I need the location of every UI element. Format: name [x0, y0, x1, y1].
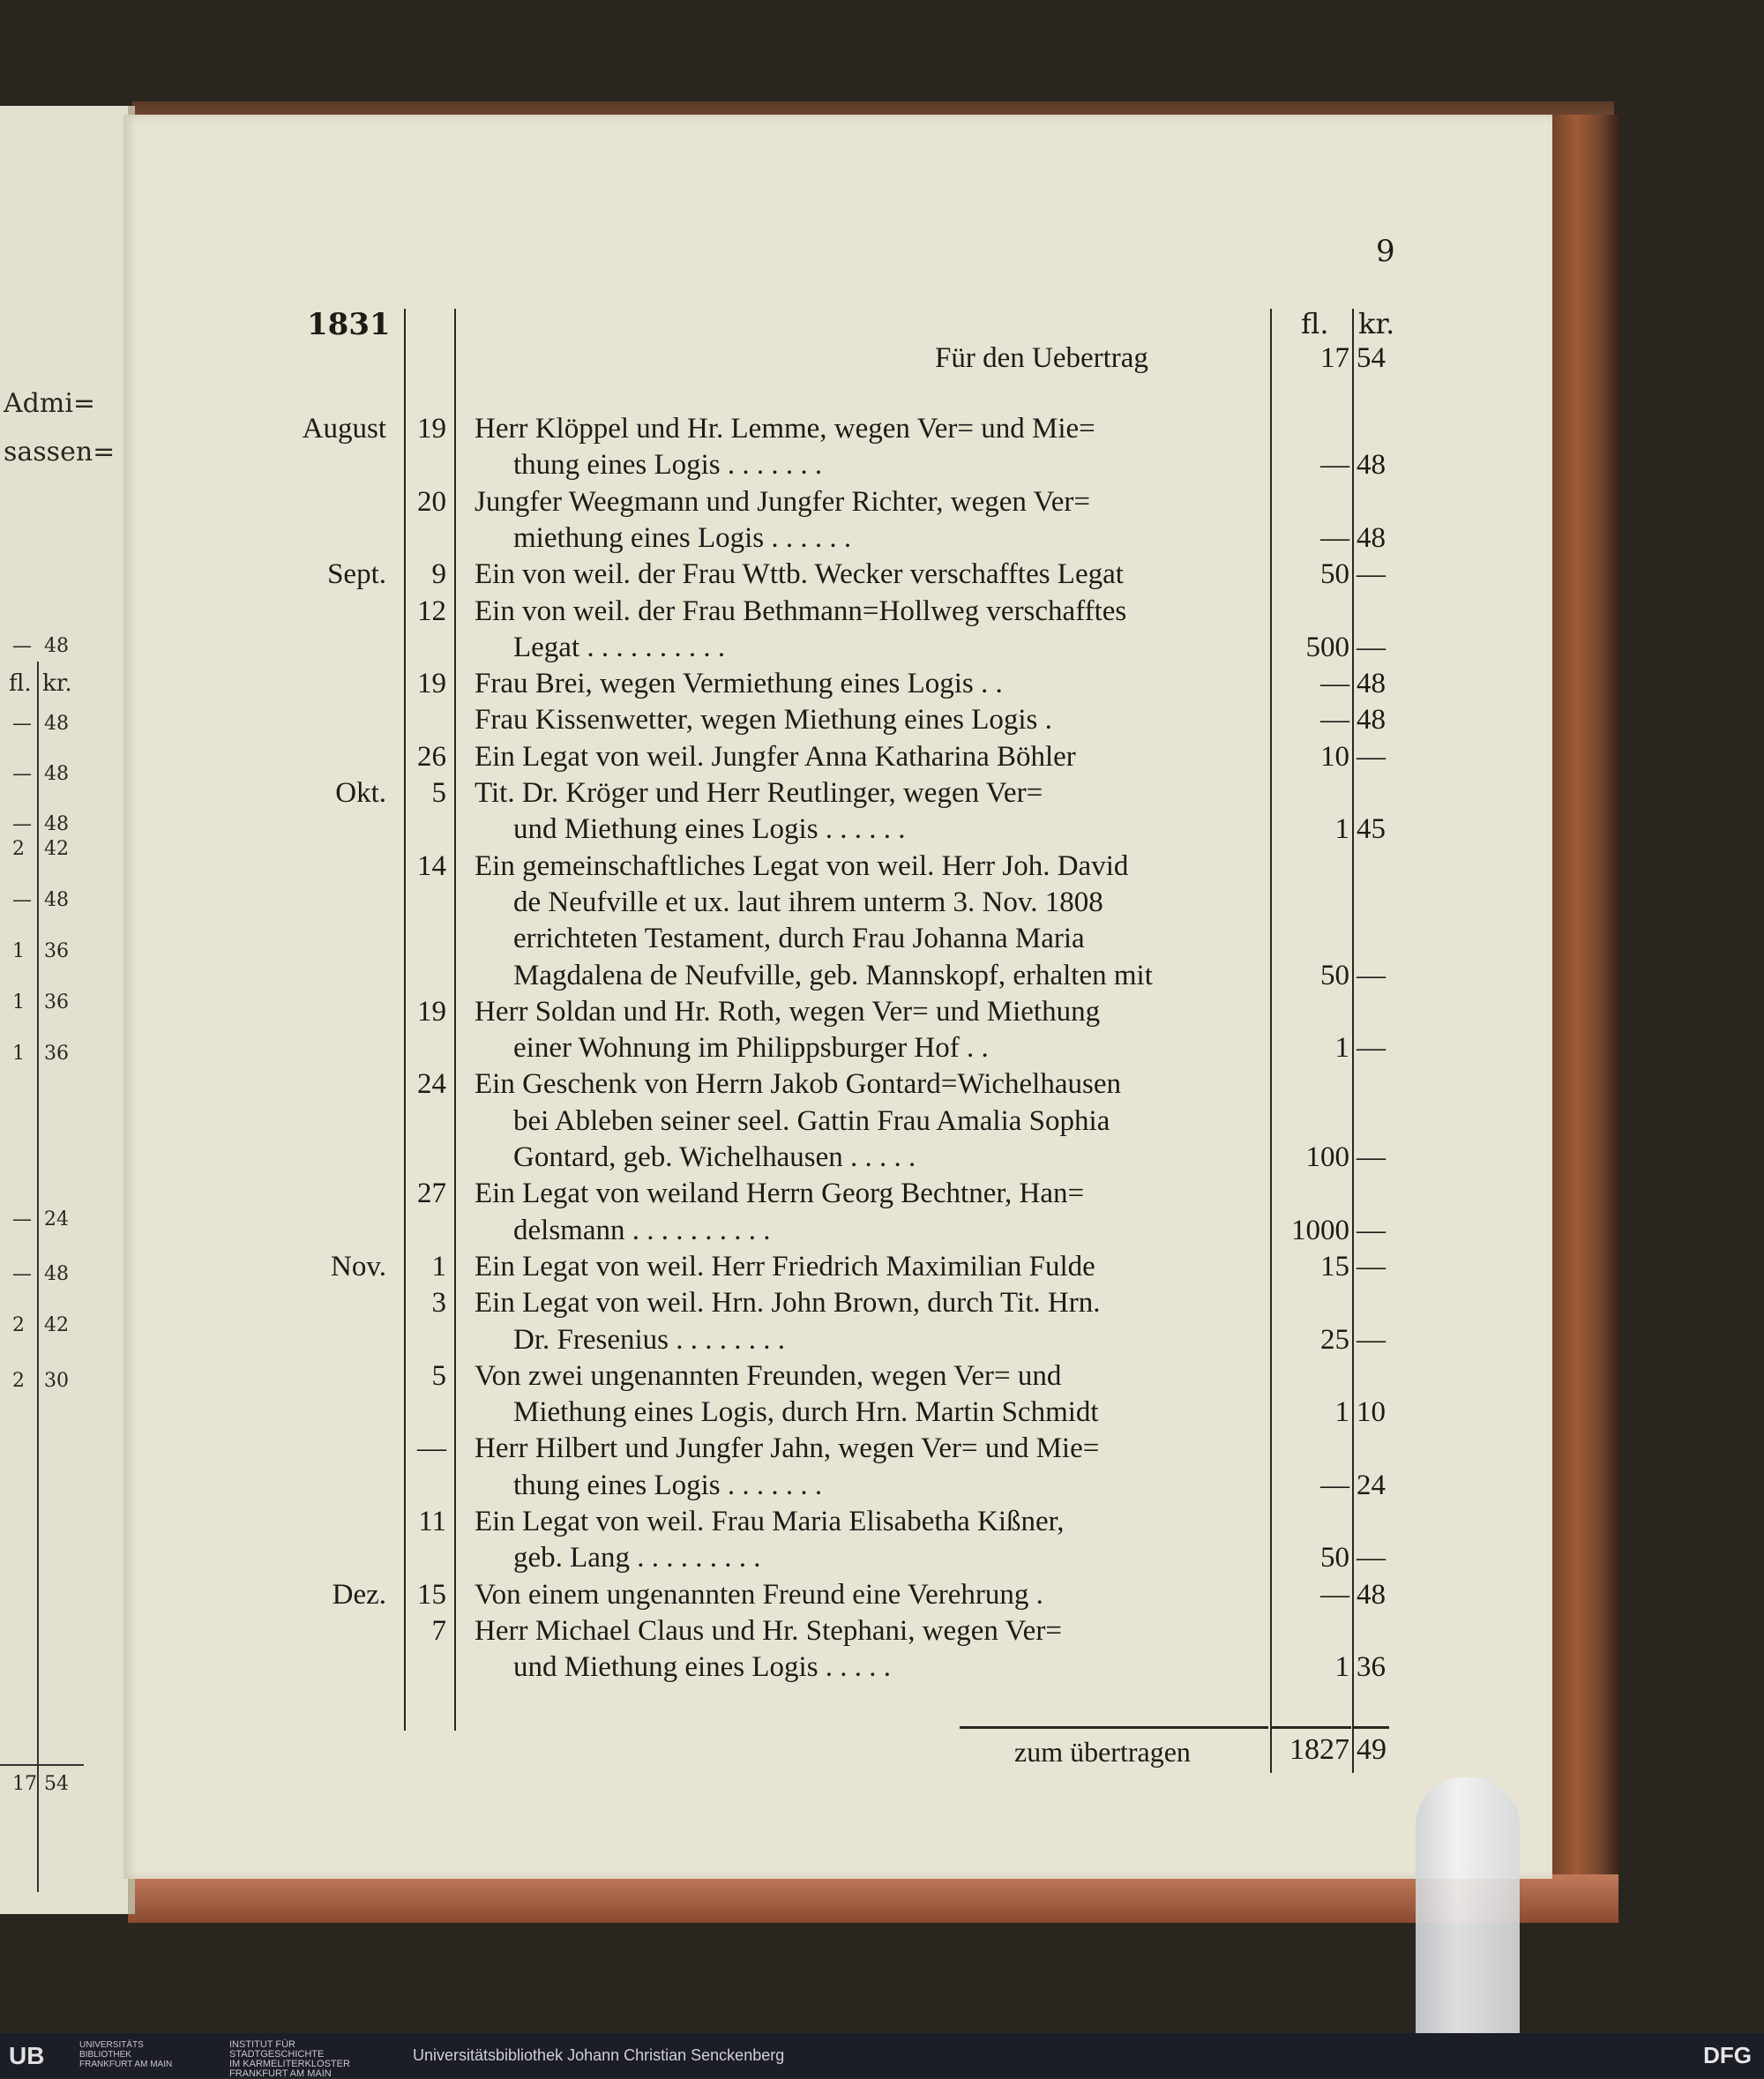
- footer-bar: [0, 2033, 1764, 2077]
- entry-text: Frau Brei, wegen Vermiethung eines Logis . .: [475, 668, 1003, 699]
- ledger-line: [0, 996, 1764, 1033]
- ledger-line: [0, 413, 1764, 450]
- column-header-kr: kr.: [1358, 307, 1395, 340]
- carry-in-kr: 54: [1357, 342, 1386, 374]
- entry-text: einer Wohnung im Philippsburger Hof . .: [513, 1032, 989, 1064]
- entry-text: Magdalena de Neufville, geb. Mannskopf, erhalten mit: [513, 960, 1153, 991]
- entry-kr: —: [1357, 632, 1386, 663]
- institute-line: INSTITUT FÜR: [229, 2039, 295, 2050]
- ledger-line: [0, 1396, 1764, 1433]
- entry-fl: 1: [1334, 1032, 1349, 1064]
- entry-text: Gontard, geb. Wichelhausen . . . . .: [513, 1141, 916, 1173]
- ledger-line: [0, 486, 1764, 523]
- left-row-kr: 48: [44, 713, 69, 735]
- entry-text: bei Ableben seiner seel. Gattin Frau Amalia Sophia: [513, 1105, 1110, 1137]
- left-total-kr: 54: [44, 1773, 69, 1795]
- entry-kr: 36: [1357, 1651, 1386, 1683]
- ub-logo: UB: [9, 2042, 45, 2069]
- entry-fl: 1000: [1291, 1215, 1349, 1246]
- ledger-line: [0, 632, 1764, 669]
- left-row-fl: —: [12, 1208, 32, 1230]
- entry-fl: 1: [1334, 813, 1349, 845]
- column-header-fl: fl.: [1301, 307, 1329, 340]
- entry-month: Dez.: [332, 1579, 386, 1611]
- entry-month: Sept.: [327, 558, 386, 590]
- left-row-kr: 30: [44, 1370, 69, 1392]
- entry-month: Okt.: [335, 777, 386, 809]
- left-col-head-kr: kr.: [42, 670, 72, 697]
- entry-text: Ein Legat von weiland Herrn Georg Bechtner, Han=: [475, 1178, 1085, 1209]
- entry-text: Ein Legat von weil. Hrn. John Brown, durch Tit. Hrn.: [475, 1287, 1101, 1319]
- entry-kr: —: [1357, 558, 1386, 590]
- entry-text: Tit. Dr. Kröger und Herr Reutlinger, wegen Ver=: [475, 777, 1043, 809]
- entry-text: thung eines Logis . . . . . . .: [513, 449, 823, 481]
- left-row-kr: 48: [44, 889, 69, 911]
- ledger-line: [0, 960, 1764, 997]
- left-row-kr: 48: [44, 813, 69, 835]
- ub-line: BIBLIOTHEK: [79, 2050, 131, 2060]
- ledger-line: [0, 741, 1764, 778]
- ledger-line: [0, 886, 1764, 924]
- ledger-line: [0, 1178, 1764, 1215]
- ledger-line: [0, 777, 1764, 814]
- carry-out-kr: 49: [1357, 1733, 1387, 1766]
- ledger-line: [0, 558, 1764, 595]
- book-cover-bottom: [128, 1874, 1618, 1923]
- left-row-fl: —: [12, 813, 32, 835]
- ledger-line: [0, 923, 1764, 960]
- entry-fl: 1: [1334, 1651, 1349, 1683]
- entry-text: de Neufville et ux. laut ihrem unterm 3. Nov. 1808: [513, 886, 1103, 918]
- page-number: 9: [1376, 234, 1395, 269]
- entry-fl: —: [1320, 449, 1349, 481]
- entry-text: Dr. Fresenius . . . . . . . .: [513, 1324, 785, 1356]
- left-row-kr: 24: [44, 1208, 69, 1230]
- ledger-line: [0, 1105, 1764, 1142]
- left-header-word: Admi=: [4, 388, 96, 419]
- entry-fl: —: [1320, 1470, 1349, 1501]
- entry-kr: 48: [1357, 668, 1386, 699]
- ledger-year: 1831: [307, 307, 391, 342]
- left-row-kr: 36: [44, 1043, 69, 1065]
- left-row-kr: 42: [44, 838, 69, 860]
- entry-day: 20: [417, 486, 446, 518]
- entry-text: miethung eines Logis . . . . . .: [513, 522, 852, 554]
- left-row-fl: —: [12, 889, 32, 911]
- entry-day: 3: [431, 1287, 446, 1319]
- entry-fl: —: [1320, 522, 1349, 554]
- entry-kr: 48: [1357, 449, 1386, 481]
- entry-text: geb. Lang . . . . . . . . .: [513, 1542, 761, 1574]
- entry-text: Miethung eines Logis, durch Hrn. Martin Schmidt: [513, 1396, 1099, 1428]
- entry-day: 12: [417, 595, 446, 627]
- entry-day: 7: [431, 1615, 446, 1647]
- entry-day: 11: [418, 1506, 446, 1537]
- entry-text: Ein Geschenk von Herrn Jakob Gontard=Wichelhausen: [475, 1068, 1121, 1100]
- ub-line: FRANKFURT AM MAIN: [79, 2060, 173, 2069]
- entry-fl: 100: [1305, 1141, 1349, 1173]
- entry-day: 24: [417, 1068, 446, 1100]
- ledger-line: [0, 1068, 1764, 1105]
- entry-fl: —: [1320, 704, 1349, 736]
- entry-text: Ein Legat von weil. Frau Maria Elisabetha Kißner,: [475, 1506, 1065, 1537]
- institute-line: IM KARMELITERKLOSTER: [229, 2059, 350, 2069]
- left-row-kr: 42: [44, 1314, 69, 1336]
- left-row-fl: —: [12, 713, 32, 735]
- entry-kr: —: [1357, 1251, 1386, 1283]
- entry-day: 26: [417, 741, 446, 773]
- entry-text: Ein Legat von weil. Herr Friedrich Maximilian Fulde: [475, 1251, 1095, 1283]
- entry-day: 19: [417, 413, 446, 445]
- entry-kr: 48: [1357, 522, 1386, 554]
- entry-kr: —: [1357, 1141, 1386, 1173]
- ledger-line: [0, 1470, 1764, 1507]
- entry-text: Legat . . . . . . . . . .: [513, 632, 726, 663]
- entry-fl: 50: [1320, 558, 1349, 590]
- entry-text: Herr Michael Claus und Hr. Stephani, wegen Ver=: [475, 1615, 1062, 1647]
- ledger-line: [0, 813, 1764, 850]
- ledger-line: [0, 1579, 1764, 1616]
- left-row-fl: —: [12, 1263, 32, 1285]
- ledger-line: [0, 595, 1764, 632]
- entry-kr: —: [1357, 1324, 1386, 1356]
- entry-day: 19: [417, 668, 446, 699]
- left-header-word: sassen=: [4, 437, 116, 467]
- entry-fl: 10: [1320, 741, 1349, 773]
- entry-day: 19: [417, 996, 446, 1028]
- left-total-fl: 17: [12, 1773, 37, 1795]
- entry-kr: 45: [1357, 813, 1386, 845]
- ledger-line: [0, 1215, 1764, 1252]
- ledger-line: [0, 1506, 1764, 1543]
- left-row-kr: 48: [44, 1263, 69, 1285]
- ledger-line: [0, 522, 1764, 559]
- left-row-fl: 2: [12, 838, 25, 860]
- entry-text: Herr Soldan und Hr. Roth, wegen Ver= und Miethung: [475, 996, 1101, 1028]
- entry-fl: 50: [1320, 960, 1349, 991]
- ledger-line: [0, 704, 1764, 741]
- institute-logo-text: [229, 2040, 350, 2079]
- entry-text: Von einem ungenannten Freund eine Verehrung .: [475, 1579, 1043, 1611]
- page-clip: [1416, 1777, 1520, 2042]
- left-row-fl: —: [12, 635, 32, 657]
- ub-line: UNIVERSITÄTS: [79, 2040, 144, 2050]
- carry-in-label: Für den Uebertrag: [935, 342, 1148, 374]
- ledger-line: [0, 1542, 1764, 1579]
- library-name: Universitätsbibliothek Johann Christian Senckenberg: [413, 2046, 785, 2064]
- left-row-fl: 1: [12, 991, 25, 1013]
- total-rule-text: [960, 1726, 1268, 1729]
- entry-text: Ein von weil. der Frau Bethmann=Hollweg verschafftes: [475, 595, 1127, 627]
- entry-day: 5: [431, 777, 446, 809]
- entry-text: und Miethung eines Logis . . . . .: [513, 1651, 892, 1683]
- entry-kr: 48: [1357, 704, 1386, 736]
- entry-fl: —: [1320, 668, 1349, 699]
- entry-day: 5: [431, 1360, 446, 1392]
- entry-day: 9: [431, 558, 446, 590]
- ledger-line: [0, 1432, 1764, 1470]
- entry-text: thung eines Logis . . . . . . .: [513, 1470, 823, 1501]
- entry-text: Ein von weil. der Frau Wttb. Wecker verschafftes Legat: [475, 558, 1124, 590]
- left-row-fl: 2: [12, 1314, 25, 1336]
- entry-fl: 25: [1320, 1324, 1349, 1356]
- entry-kr: —: [1357, 960, 1386, 991]
- entry-kr: 10: [1357, 1396, 1386, 1428]
- left-row-kr: 48: [44, 763, 69, 785]
- total-rule-fl: [1270, 1726, 1351, 1729]
- entry-fl: 500: [1305, 632, 1349, 663]
- institute-line: STADTGESCHICHTE: [229, 2049, 325, 2060]
- dfg-logo: DFG: [1703, 2042, 1752, 2068]
- left-row-fl: 1: [12, 1043, 25, 1065]
- left-row-fl: 1: [12, 940, 25, 962]
- entry-month: Nov.: [331, 1251, 386, 1283]
- left-row-fl: 2: [12, 1370, 25, 1392]
- entry-month: August: [302, 413, 386, 445]
- entry-text: Ein gemeinschaftliches Legat von weil. Herr Joh. David: [475, 850, 1129, 882]
- entry-text: Herr Klöppel und Hr. Lemme, wegen Ver= und Mie=: [475, 413, 1095, 445]
- ledger-line: [0, 1287, 1764, 1324]
- entry-fl: 15: [1320, 1251, 1349, 1283]
- entry-text: Von zwei ungenannten Freunden, wegen Ver= und: [475, 1360, 1062, 1392]
- entry-day: 1: [431, 1251, 446, 1283]
- entry-kr: —: [1357, 741, 1386, 773]
- total-rule-kr: [1354, 1726, 1389, 1729]
- carry-out-fl: 1827: [1289, 1733, 1349, 1766]
- ub-logo-text: [79, 2040, 172, 2069]
- ledger-line: [0, 850, 1764, 887]
- ledger-line: [0, 1032, 1764, 1069]
- ledger-line: [0, 1615, 1764, 1652]
- ledger-line: [0, 1360, 1764, 1397]
- entry-kr: 24: [1357, 1470, 1386, 1501]
- entry-kr: —: [1357, 1215, 1386, 1246]
- entry-day: 15: [417, 1579, 446, 1611]
- entry-text: Ein Legat von weil. Jungfer Anna Katharina Böhler: [475, 741, 1076, 773]
- entry-kr: 48: [1357, 1579, 1386, 1611]
- carry-in-fl: 17: [1320, 342, 1349, 374]
- left-row-kr: 36: [44, 940, 69, 962]
- left-row-kr: 48: [44, 635, 69, 657]
- left-col-head-fl: fl.: [9, 670, 32, 697]
- entry-day: 14: [417, 850, 446, 882]
- entry-day: 27: [417, 1178, 446, 1209]
- left-total-rule: [0, 1764, 84, 1766]
- entry-fl: —: [1320, 1579, 1349, 1611]
- carry-in-row: [0, 342, 1764, 379]
- left-row-fl: —: [12, 763, 32, 785]
- entry-text: Jungfer Weegmann und Jungfer Richter, wegen Ver=: [475, 486, 1090, 518]
- entry-text: Herr Hilbert und Jungfer Jahn, wegen Ver= und Mie=: [475, 1432, 1100, 1464]
- ledger-line: [0, 1141, 1764, 1178]
- entry-kr: —: [1357, 1542, 1386, 1574]
- institute-line: FRANKFURT AM MAIN: [229, 2068, 332, 2079]
- ledger-line: [0, 449, 1764, 486]
- entry-text: errichteten Testament, durch Frau Johanna Maria: [513, 923, 1085, 954]
- carry-out-label: zum übertragen: [1014, 1736, 1191, 1768]
- entry-fl: 50: [1320, 1542, 1349, 1574]
- entry-fl: 1: [1334, 1396, 1349, 1428]
- left-row-kr: 36: [44, 991, 69, 1013]
- entry-kr: —: [1357, 1032, 1386, 1064]
- ledger-line: [0, 1651, 1764, 1688]
- ledger-line: [0, 668, 1764, 705]
- ledger-line: [0, 1324, 1764, 1361]
- entry-text: und Miethung eines Logis . . . . . .: [513, 813, 906, 845]
- entry-day: —: [417, 1432, 446, 1464]
- ledger-line: [0, 1251, 1764, 1288]
- entry-text: Frau Kissenwetter, wegen Miethung eines Logis .: [475, 704, 1052, 736]
- entry-text: delsmann . . . . . . . . . .: [513, 1215, 771, 1246]
